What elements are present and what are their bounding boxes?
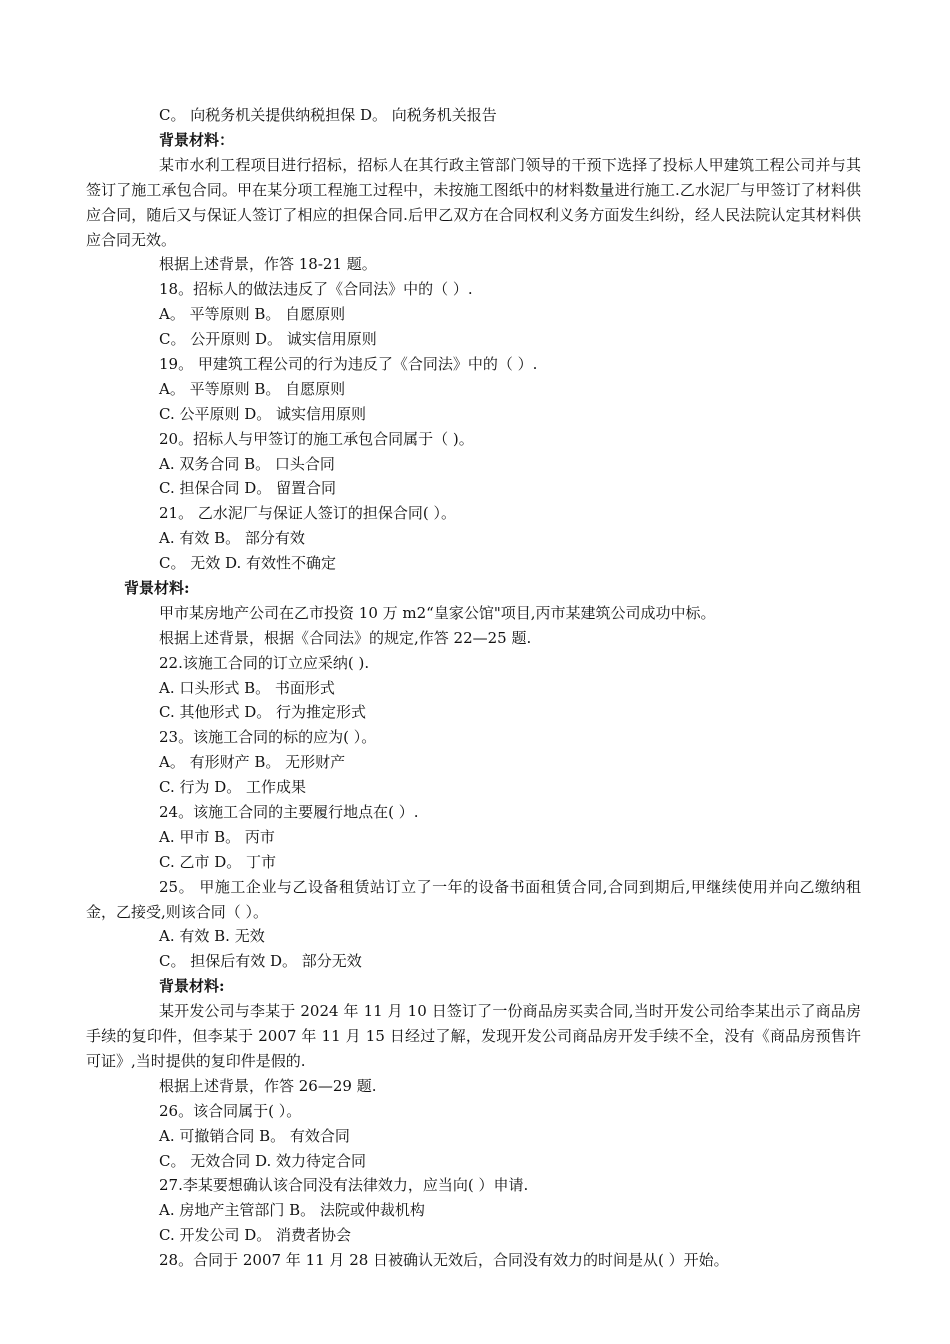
- option-line: C。 担保后有效 D。 部分无效: [159, 952, 362, 971]
- question-23: 23。该施工合同的标的应为( ）。: [159, 728, 377, 747]
- question-24: 24。该施工合同的主要履行地点在( ）.: [159, 803, 419, 821]
- option-line: A. 有效 B. 无效: [159, 927, 265, 946]
- option-line: A. 房地产主管部门 B。 法院或仲裁机构: [159, 1201, 425, 1220]
- instruction-line: 根据上述背景，作答 18-21 题。: [159, 255, 377, 274]
- option-line: A. 甲市 B。 丙市: [159, 827, 275, 846]
- option-line: C。 无效合同 D. 效力待定合同: [159, 1151, 367, 1170]
- section-heading: 背景材料:: [159, 977, 225, 996]
- section-heading: 背景材料：: [159, 130, 235, 149]
- document-body: [86, 103, 861, 1273]
- option-line: C。 无效 D. 有效性不确定: [159, 554, 337, 573]
- question-21: 21。 乙水泥厂与保证人签订的担保合同( ）。: [159, 504, 456, 523]
- option-line: A。 有形财产 B。 无形财产: [159, 753, 346, 772]
- question-18: 18。招标人的做法违反了《合同法》中的（ ）.: [159, 280, 473, 299]
- option-line: C。 公开原则 D。 诚实信用原则: [159, 330, 377, 349]
- option-line: C. 行为 D。 工作成果: [159, 778, 307, 797]
- question-22: 22.该施工合同的订立应采纳( ).: [159, 653, 370, 672]
- option-line: C. 开发公司 D。 消费者协会: [159, 1226, 352, 1245]
- option-line: A. 口头形式 B。 书面形式: [159, 678, 335, 697]
- option-line: A. 可撤销合同 B。 有效合同: [159, 1126, 350, 1145]
- option-line: A. 双务合同 B。 口头合同: [159, 454, 335, 473]
- question-28: 28。合同于 2007 年 11 月 28 日被确认无效后，合同没有效力的时间是从( ）开始。: [159, 1251, 729, 1270]
- option-line: A。 平等原则 B。 自愿原则: [159, 379, 346, 398]
- question-25: 25。 甲施工企业与乙设备租赁站订立了一年的设备书面租赁合同,合同到期后,甲继续使用并向乙缴纳租金，乙接受,则该合同（ ）。: [86, 877, 861, 921]
- section-heading: 背景材料:: [124, 578, 190, 597]
- background-paragraph: 甲市某房地产公司在乙市投资 10 万 m2“皇家公馆"项目,丙市某建筑公司成功中标。: [159, 603, 716, 622]
- option-line: C. 其他形式 D。 行为推定形式: [159, 703, 367, 722]
- option-line: C. 公平原则 D。 诚实信用原则: [159, 404, 367, 423]
- background-paragraph: 某市水利工程项目进行招标，招标人在其行政主管部门领导的干预下选择了投标人甲建筑工程公司并与其签订了施工承包合同。甲在某分项工程施工过程中，未按施工图纸中的材料数量进行施工.乙水泥厂与甲签订了材料供应合同，随后又与保证人签订了相应的担保合同.后甲乙双方在合同权利义务方面发生纠纷，经人民法院认定其材料供应合同无效。: [86, 155, 861, 249]
- question-19: 19。 甲建筑工程公司的行为违反了《合同法》中的（ ）.: [159, 354, 538, 373]
- background-paragraph: 某开发公司与李某于 2024 年 11 月 10 日签订了一份商品房买卖合同,当时开发公司给李某出示了商品房手续的复印件，但李某于 2007 年 11 月 15 日经过了解，发现开发公司商品房开发手续不全，没有《商品房预售许可证》,当时提供的复印件是假的.: [86, 1002, 861, 1070]
- option-line: A。 平等原则 B。 自愿原则: [159, 305, 346, 324]
- question-27: 27.李某要想确认该合同没有法律效力，应当向( ）申请.: [159, 1176, 529, 1195]
- option-line: C. 乙市 D。 丁市: [159, 852, 277, 871]
- instruction-line: 根据上述背景，根据《合同法》的规定,作答 22—25 题.: [159, 628, 532, 647]
- question-20: 20。招标人与甲签订的施工承包合同属于（ )。: [159, 429, 474, 448]
- option-line: A. 有效 B。 部分有效: [159, 529, 305, 548]
- instruction-line: 根据上述背景，作答 26—29 题.: [159, 1076, 377, 1095]
- question-26: 26。该合同属于( ）。: [159, 1101, 302, 1120]
- option-line: C. 担保合同 D。 留置合同: [159, 479, 337, 498]
- option-line: C。 向税务机关提供纳税担保 D。 向税务机关报告: [159, 106, 497, 124]
